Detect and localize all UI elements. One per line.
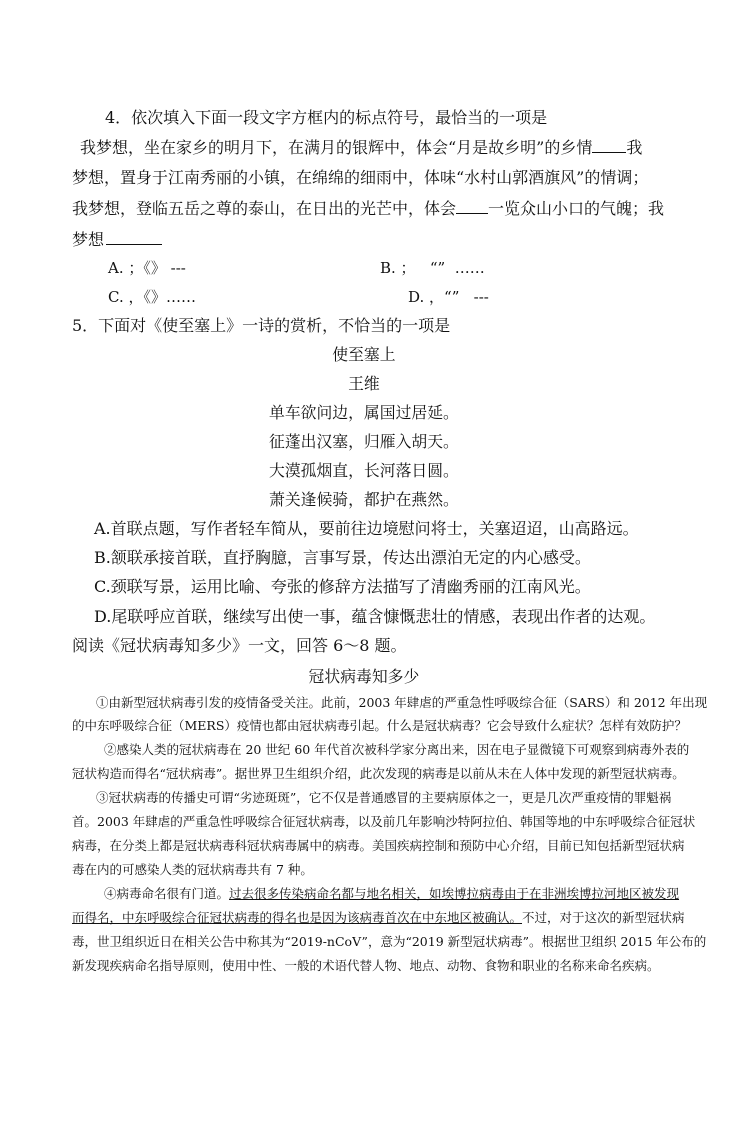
q5-option-c[interactable]: C.颈联写景，运用比喻、夸张的修辞方法描写了清幽秀丽的江南风光。 (94, 577, 591, 596)
q4-text: 一览众山小口的气魄；我 (488, 199, 665, 218)
paragraph-2-line: 冠状构造而得名“冠状病毒”。据世界卫生组织介绍，此次发现的病毒是以前从未在人体中发现的新型冠状病毒。 (72, 766, 685, 781)
q4-text-line: 梦想，置身于江南秀丽的小镇，在绵绵的细雨中，体味“水村山郭酒旗风”的情调； (72, 168, 649, 187)
q4-text: 梦想 (72, 230, 105, 249)
q5-option-d[interactable]: D.尾联呼应首联，继续写出使一事，蕴含慷慨悲壮的情感，表现出作者的达观。 (94, 607, 656, 626)
q4-stem: 4．依次填入下面一段文字方框内的标点符号，最恰当的一项是 (105, 108, 548, 127)
q4-option-a[interactable]: A. ；《》 --- (108, 259, 186, 277)
reading-intro: 阅读《冠状病毒知多少》一文，回答 6～8 题。 (72, 636, 407, 655)
paragraph-4-line: 毒，世卫组织近日在相关公告中称其为“2019-nCoV”，意为“2019 新型冠状病毒”。根据世卫组织 2015 年公布的 (72, 934, 707, 949)
answer-blank (592, 138, 626, 153)
paragraph-1-line: ①由新型冠状病毒引发的疫情备受关注。此前，2003 年肆虐的严重急性呼吸综合征（SARS）和 2012 年出现 (96, 695, 708, 710)
q4-text-line (72, 227, 162, 250)
q4-option-b[interactable]: B. ； “” …… (380, 259, 485, 277)
q4-text-line (72, 196, 664, 219)
paragraph-3-line: 毒在内的可感染人类的冠状病毒共有 7 种。 (72, 862, 313, 877)
poem-line: 大漠孤烟直，长河落日圆。 (268, 461, 459, 480)
poem-line: 单车欲问边，属国过居延。 (268, 403, 459, 422)
paragraph-4-line (72, 908, 685, 926)
paragraph-4-text: ④病毒命名很有门道。 (104, 886, 230, 901)
underlined-text: 过去很多传染病命名都与地名相关，如埃博拉病毒由于在非洲埃博拉河地区被发现 (229, 886, 680, 901)
q4-option-c[interactable]: C. ，《》…… (108, 288, 196, 306)
poem-line: 萧关逢候骑，都护在燕然。 (268, 490, 459, 509)
paragraph-1-line: 的中东呼吸综合征（MERS）疫情也都由冠状病毒引起。什么是冠状病毒？它会导致什么症状？怎样有效防护？ (72, 718, 687, 733)
article-title: 冠状病毒知多少 (308, 667, 420, 686)
q4-text: 我梦想，登临五岳之尊的泰山，在日出的光芒中，体会 (72, 199, 457, 218)
answer-blank (456, 199, 488, 214)
paragraph-4-line: 新发现疾病命名指导原则，使用中性、一般的术语代替人物、地点、动物、食物和职业的名称来命名疾病。 (72, 958, 660, 973)
poem-line: 征蓬出汉塞，归雁入胡天。 (268, 432, 459, 451)
paragraph-3-line: 首。2003 年肆虐的严重急性呼吸综合征冠状病毒，以及前几年影响沙特阿拉伯、韩国等地的中东呼吸综合征冠状 (72, 814, 696, 829)
q4-text-line (80, 135, 642, 158)
underlined-text: 而得名，中东呼吸综合征冠状病毒的得名也是因为该病毒首次在中东地区被确认。 (72, 910, 523, 925)
answer-blank (106, 230, 162, 245)
q5-option-a[interactable]: A.首联点题，写作者轻车简从，要前往边境慰问将士，关塞迢迢，山高路远。 (94, 519, 639, 538)
paragraph-4-line (104, 884, 679, 902)
q5-stem: 5．下面对《使至塞上》一诗的赏析，不恰当的一项是 (72, 316, 451, 335)
paragraph-3-line: 病毒，在分类上都是冠状病毒科冠状病毒属中的病毒。美国疾病控制和预防中心介绍，目前已知包括新型冠状病 (72, 838, 685, 853)
q4-text: 我梦想，坐在家乡的明月下，在满月的银辉中，体会“月是故乡明”的乡情 (80, 138, 593, 157)
paragraph-4-text: 不过，对于这次的新型冠状病 (522, 910, 685, 925)
poem-title: 使至塞上 (332, 345, 396, 364)
q4-option-d[interactable]: D. ，“” --- (408, 288, 489, 306)
paragraph-2-line: ②感染人类的冠状病毒在 20 世纪 60 年代首次被科学家分离出来，因在电子显微镜下可观察到病毒外表的 (104, 742, 690, 757)
poem-author: 王维 (348, 374, 380, 393)
q4-text: 我 (626, 138, 643, 157)
paragraph-3-line: ③冠状病毒的传播史可谓“劣迹斑斑”，它不仅是普通感冒的主要病原体之一，更是几次严重疫情的罪魁祸 (96, 790, 672, 805)
q5-option-b[interactable]: B.颔联承接首联，直抒胸臆，言事写景，传达出漂泊无定的内心感受。 (94, 548, 591, 567)
